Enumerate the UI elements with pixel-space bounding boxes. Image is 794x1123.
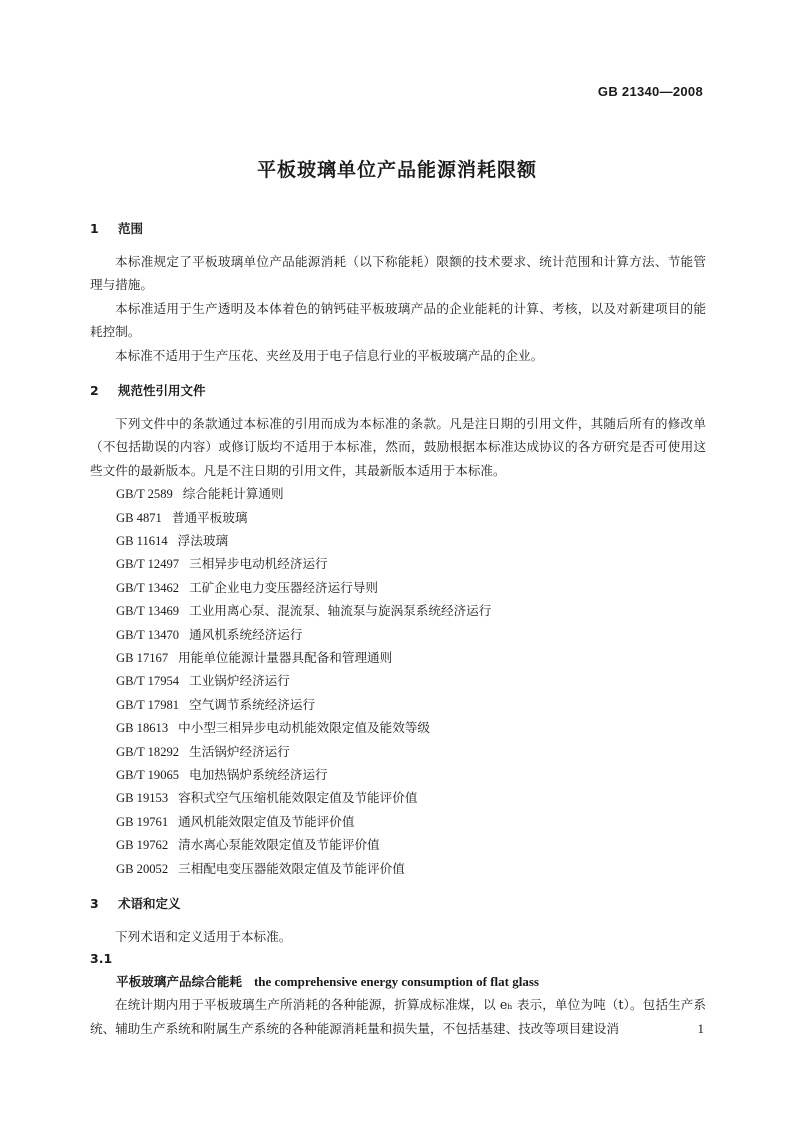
term-english: the comprehensive energy consumption of flat glass — [253, 974, 539, 990]
ref-code: GB/T 17954 — [116, 674, 180, 689]
list-item — [90, 623, 706, 646]
section-title: 范围 — [118, 221, 144, 236]
ref-name: 通风机系统经济运行 — [189, 626, 303, 642]
term-chinese: 平板玻璃产品综合能耗 — [116, 974, 242, 990]
ref-name: 生活锅炉经济运行 — [189, 743, 290, 759]
term-definition: 在统计期内用于平板玻璃生产所消耗的各种能源，折算成标准煤，以 eₕ 表示，单位为吨（t）。包括生产系统、辅助生产系统和附属生产系统的各种能源消耗量和损失量，不包括基建、技改等项目建设消 — [90, 997, 706, 1036]
page-title: 平板玻璃单位产品能源消耗限额 — [256, 159, 537, 181]
ref-name: 综合能耗计算通则 — [182, 486, 284, 502]
page-number: 1 — [697, 1021, 704, 1036]
list-item — [90, 716, 706, 739]
ref-code: GB/T 2589 — [116, 487, 173, 502]
section-1-heading — [90, 218, 706, 240]
ref-name: 中小型三相异步电动机能效限定值及能效等级 — [178, 720, 431, 736]
paragraph: 本标准适用于生产透明及本体着色的钠钙硅平板玻璃产品的企业能耗的计算、考核，以及对新建项目的能耗控制。 — [90, 300, 706, 340]
term-entry — [90, 970, 706, 993]
ref-code: GB 11614 — [116, 534, 168, 549]
ref-code: GB/T 19065 — [116, 767, 180, 782]
section-number: 1 — [90, 221, 99, 236]
ref-name: 清水离心泵能效限定值及节能评价值 — [178, 837, 380, 853]
ref-name: 空气调节系统经济运行 — [189, 696, 316, 712]
list-item — [90, 786, 706, 809]
ref-name: 通风机能效限定值及节能评价值 — [178, 813, 355, 829]
standard-number: GB 21340—2008 — [597, 84, 703, 99]
paragraph: 本标准规定了平板玻璃单位产品能源消耗（以下称能耗）限额的技术要求、统计范围和计算方法、节能管理与措施。 — [90, 254, 706, 293]
ref-code: GB 4871 — [116, 510, 162, 525]
document-body — [90, 218, 706, 1040]
ref-code: GB 17167 — [116, 650, 169, 665]
ref-code: GB/T 13469 — [116, 604, 180, 619]
ref-name: 三相配电变压器能效限定值及节能评价值 — [178, 860, 405, 876]
list-item — [90, 482, 706, 505]
ref-code: GB 19153 — [116, 791, 169, 806]
list-item — [90, 763, 706, 786]
list-item — [90, 506, 706, 529]
list-item — [90, 599, 706, 622]
list-item — [90, 576, 706, 599]
ref-name: 工业锅炉经济运行 — [189, 673, 290, 689]
ref-name: 浮法玻璃 — [177, 533, 229, 549]
ref-name: 三相异步电动机经济运行 — [189, 556, 328, 572]
ref-code: GB/T 13470 — [116, 627, 180, 642]
ref-code: GB/T 18292 — [116, 744, 180, 759]
ref-name: 工业用离心泵、混流泵、轴流泵与旋涡泵系统经济运行 — [189, 603, 492, 619]
ref-code: GB 20052 — [116, 861, 169, 876]
ref-name: 用能单位能源计量器具配备和管理通则 — [178, 649, 393, 665]
ref-name: 容积式空气压缩机能效限定值及节能评价值 — [178, 790, 418, 806]
ref-code: GB 19761 — [116, 814, 169, 829]
list-item — [90, 552, 706, 575]
list-item — [90, 810, 706, 833]
section-3-heading — [90, 893, 706, 915]
ref-name: 工矿企业电力变压器经济运行导则 — [189, 579, 378, 595]
paragraph: 下列文件中的条款通过本标准的引用而成为本标准的条款。凡是注日期的引用文件，其随后所有的修改单（不包括勘误的内容）或修订版均不适用于本标准，然而，鼓励根据本标准达成协议的各方研究是否可使用这些文件的最新版本。凡是不注日期的引用文件，其最新版本适用于本标准。 — [90, 416, 706, 478]
paragraph: 下列术语和定义适用于本标准。 — [115, 928, 292, 944]
paragraph: 本标准不适用于生产压花、夹丝及用于电子信息行业的平板玻璃产品的企业。 — [115, 347, 544, 363]
ref-code: GB/T 13462 — [116, 580, 180, 595]
ref-name: 普通平板玻璃 — [171, 509, 248, 525]
section-title: 术语和定义 — [118, 895, 181, 911]
list-item — [90, 833, 706, 856]
ref-name: 电加热锅炉系统经济运行 — [189, 766, 328, 782]
clause-number: 3.1 — [90, 951, 113, 967]
ref-code: GB/T 12497 — [116, 557, 180, 572]
section-2-heading — [90, 380, 706, 402]
reference-list — [90, 482, 706, 880]
ref-code: GB 19762 — [116, 838, 169, 853]
list-item — [90, 669, 706, 692]
section-number: 2 — [90, 383, 99, 399]
ref-code: GB 18613 — [116, 721, 169, 736]
list-item — [90, 740, 706, 763]
list-item — [90, 529, 706, 552]
section-number: 3 — [90, 895, 99, 911]
section-title: 规范性引用文件 — [118, 383, 206, 399]
list-item — [90, 646, 706, 669]
list-item — [90, 693, 706, 716]
ref-code: GB/T 17981 — [116, 697, 180, 712]
list-item — [90, 857, 706, 880]
